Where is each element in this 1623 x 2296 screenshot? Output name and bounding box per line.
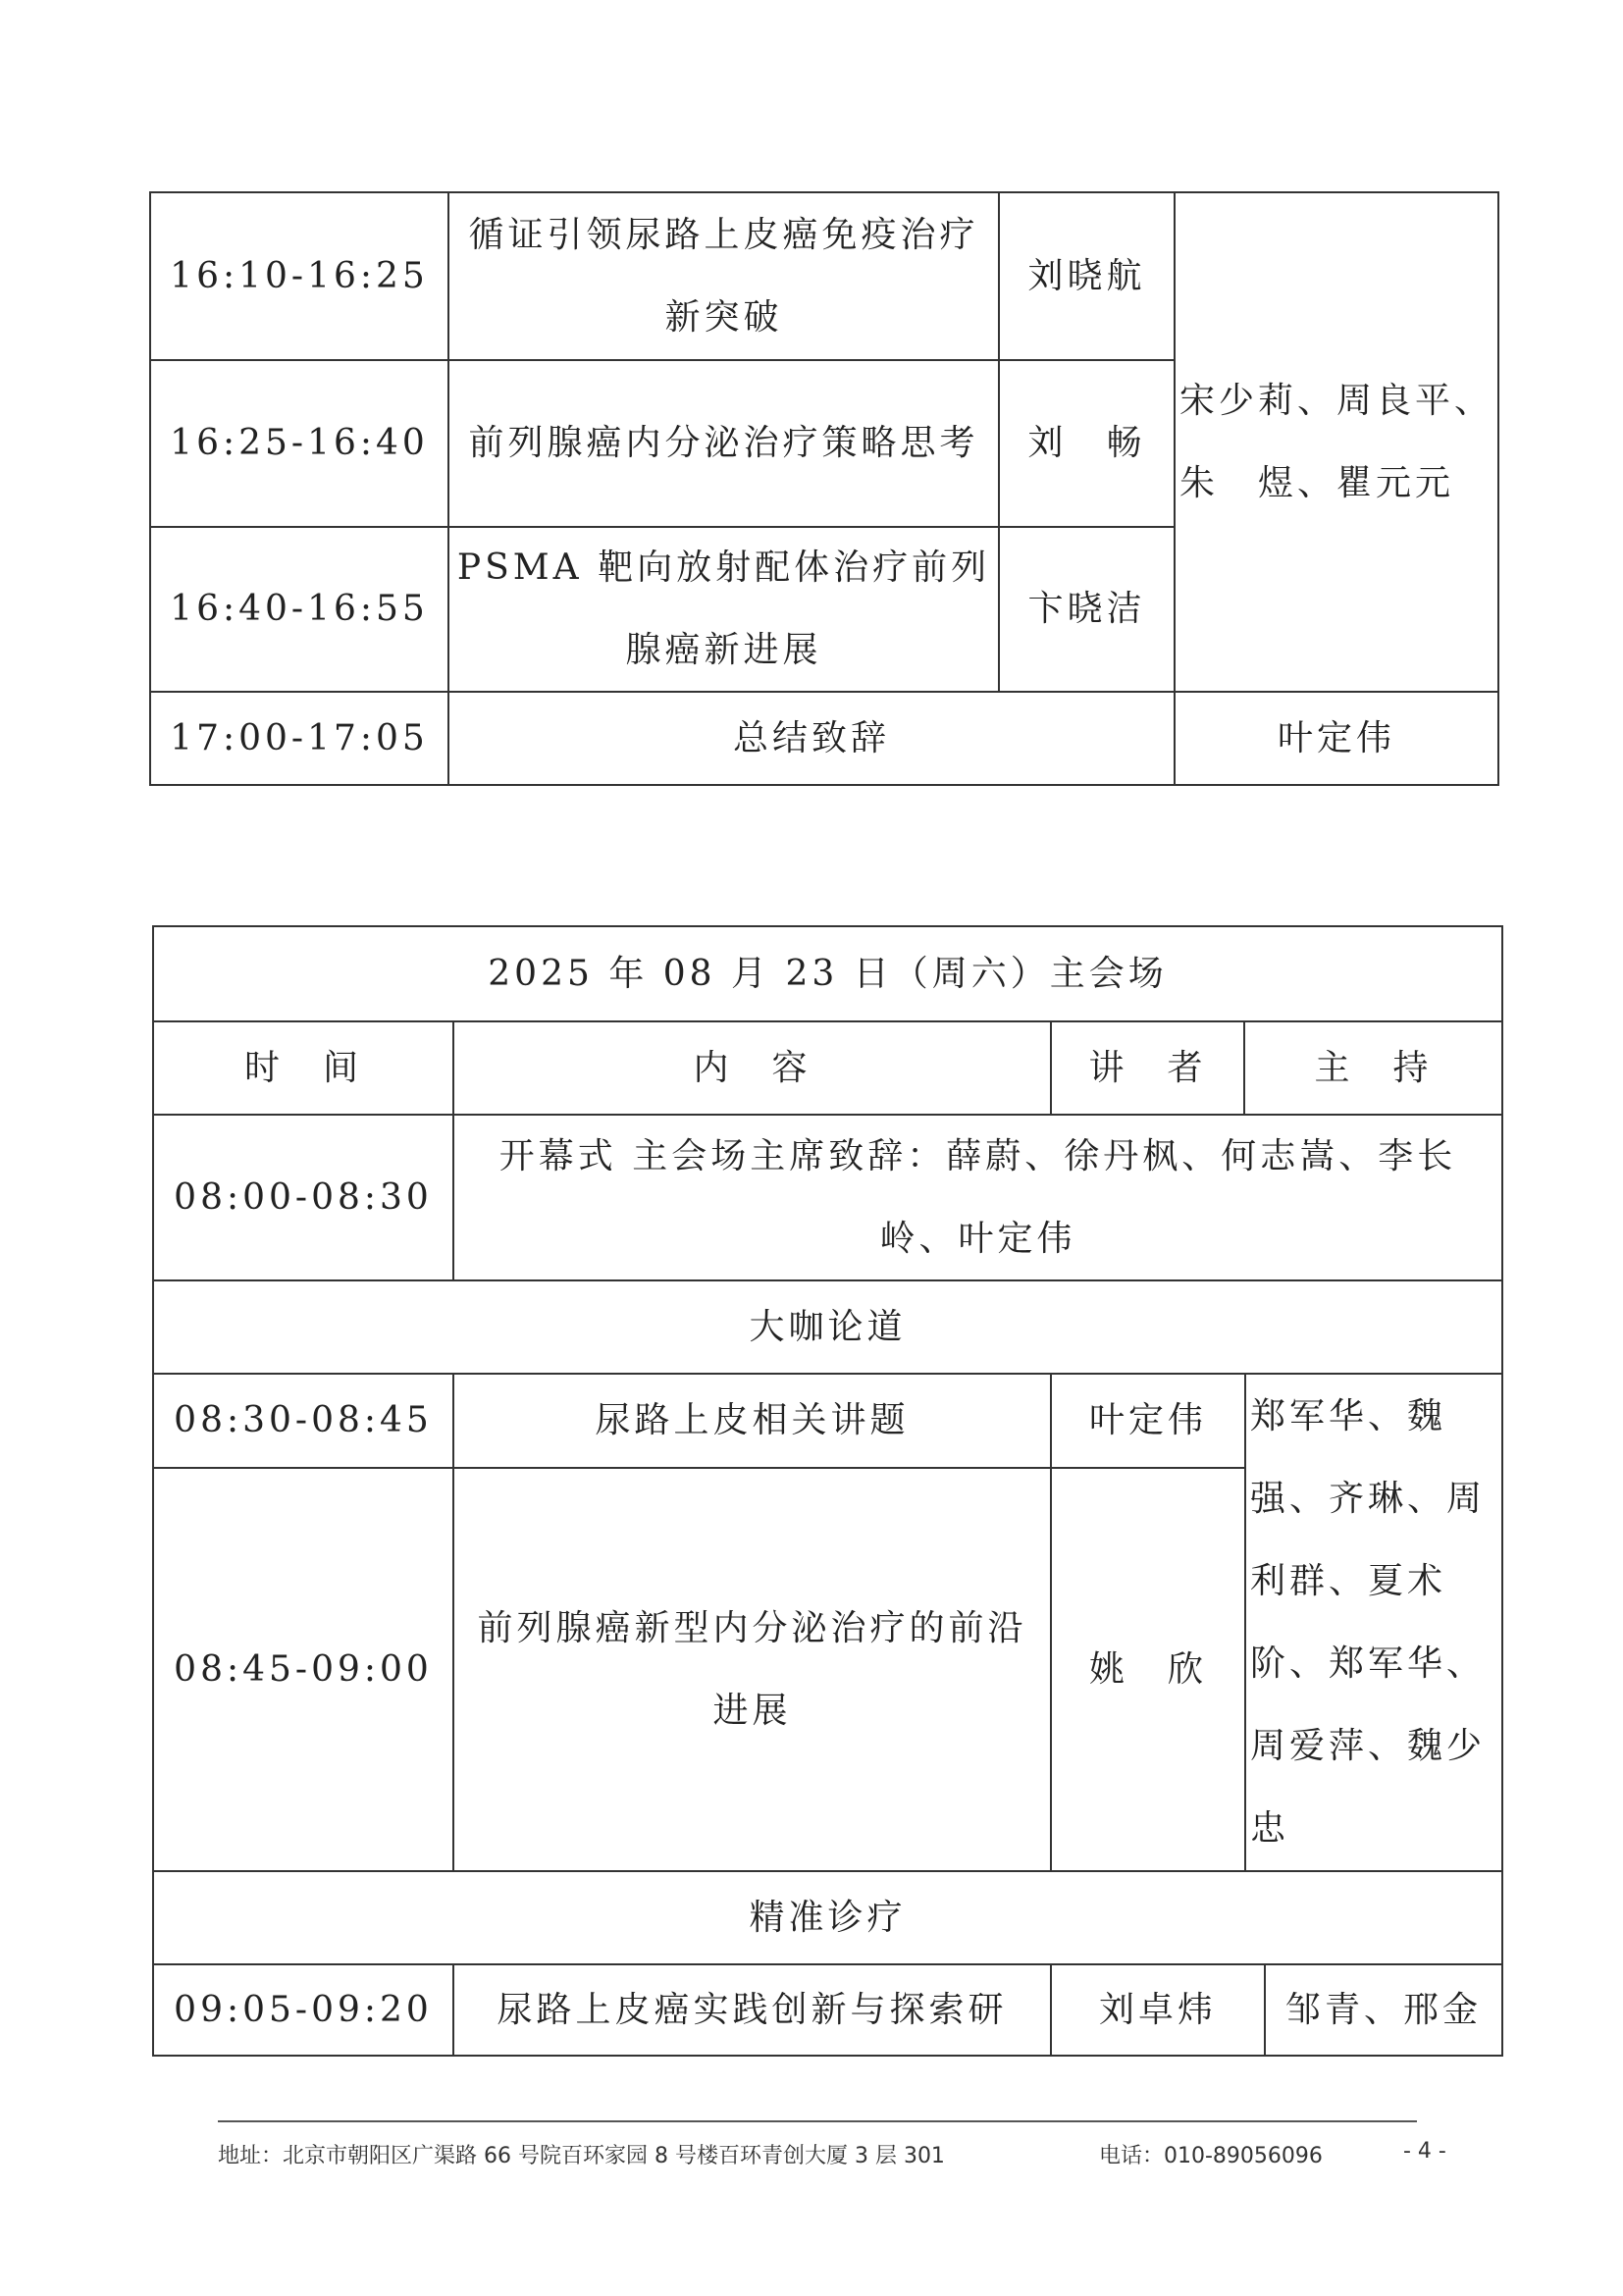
speaker-cell: 叶定伟 [1050, 1373, 1246, 1469]
header-speaker: 讲 者 [1050, 1020, 1245, 1116]
header-content: 内 容 [452, 1020, 1052, 1116]
topic-cell: 前列腺癌内分泌治疗策略思考 [447, 359, 1000, 528]
opening-cell: 开幕式 主会场主席致辞：薛蔚、徐丹枫、何志嵩、李长岭、叶定伟 [452, 1114, 1503, 1281]
moderators-cell: 郑军华、魏强、齐琳、周利群、夏术阶、郑军华、周爱萍、魏少忠 [1244, 1373, 1503, 1872]
time-cell: 16:40-16:55 [149, 526, 449, 693]
speaker-cell: 刘晓航 [998, 191, 1176, 361]
time-cell: 16:10-16:25 [149, 191, 449, 361]
footer-phone: 电话：010-89056096 [1099, 2144, 1323, 2168]
speaker-cell: 姚 欣 [1050, 1467, 1246, 1872]
time-cell: 16:25-16:40 [149, 359, 449, 528]
speaker-cell: 叶定伟 [1174, 691, 1499, 786]
topic-cell: 循证引领尿路上皮癌免疫治疗新突破 [447, 191, 1000, 361]
section-heading: 精准诊疗 [152, 1870, 1503, 1965]
moderators-cell: 邹青、邢金 [1264, 1963, 1503, 2057]
time-cell: 17:00-17:05 [149, 691, 449, 786]
footer-divider [218, 2120, 1417, 2122]
speaker-cell: 刘 畅 [998, 359, 1176, 528]
topic-cell: 尿路上皮癌实践创新与探索研 [452, 1963, 1052, 2057]
time-cell: 08:00-08:30 [152, 1114, 454, 1281]
time-cell: 09:05-09:20 [152, 1963, 454, 2057]
topic-cell: 总结致辞 [447, 691, 1176, 786]
topic-cell: PSMA 靶向放射配体治疗前列腺癌新进展 [447, 526, 1000, 693]
page-number: - 4 - [1403, 2139, 1446, 2164]
time-cell: 08:30-08:45 [152, 1373, 454, 1469]
topic-cell: 前列腺癌新型内分泌治疗的前沿进展 [452, 1467, 1052, 1872]
moderators-cell: 宋少莉、周良平、朱 煜、瞿元元 [1174, 191, 1499, 693]
time-cell: 08:45-09:00 [152, 1467, 454, 1872]
speaker-cell: 卞晓洁 [998, 526, 1176, 693]
header-host: 主 持 [1243, 1020, 1503, 1116]
header-time: 时 间 [152, 1020, 454, 1116]
footer-address: 地址：北京市朝阳区广渠路 66 号院百环家园 8 号楼百环青创大厦 3 层 301 [218, 2144, 945, 2168]
speaker-cell: 刘卓炜 [1050, 1963, 1266, 2057]
table-title: 2025 年 08 月 23 日（周六）主会场 [152, 925, 1503, 1022]
topic-cell: 尿路上皮相关讲题 [452, 1373, 1052, 1469]
section-heading: 大咖论道 [152, 1279, 1503, 1375]
